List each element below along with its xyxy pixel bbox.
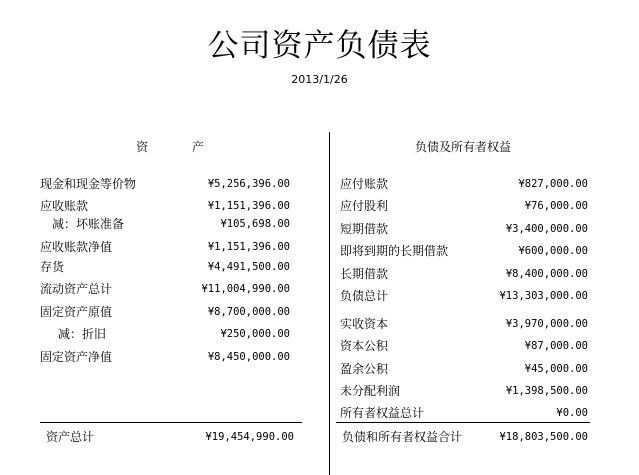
asset-label: 应收账款 — [40, 199, 89, 213]
column-divider — [329, 132, 330, 475]
assets-total-amount: ¥19,454,990.00 — [205, 431, 294, 443]
asset-amount: ¥1,151,396.00 — [207, 241, 290, 253]
assets-header: 资 产 — [136, 140, 224, 154]
liability-amount: ¥3,400,000.00 — [505, 223, 588, 235]
asset-label: 减：坏账准备 — [52, 217, 125, 231]
liability-amount: ¥827,000.00 — [518, 178, 588, 190]
liability-row — [340, 265, 588, 283]
assets-total-rule — [40, 422, 302, 423]
liabilities-total-amount: ¥18,803,500.00 — [499, 431, 588, 443]
liabilities-total-rule — [336, 422, 590, 423]
asset-amount: ¥11,004,990.00 — [201, 283, 290, 295]
liability-amount: ¥600,000.00 — [518, 245, 588, 257]
liability-row — [340, 315, 588, 333]
liability-amount: ¥45,000.00 — [524, 363, 588, 375]
liability-row — [340, 175, 588, 193]
liabilities-header: 负债及所有者权益 — [414, 140, 511, 154]
liability-amount: ¥0.00 — [556, 407, 588, 419]
asset-amount: ¥8,700,000.00 — [207, 306, 290, 318]
liabilities-total-row — [342, 428, 588, 446]
liability-label: 即将到期的长期借款 — [340, 244, 449, 258]
liability-label: 应付股利 — [340, 199, 389, 213]
asset-label: 存货 — [40, 260, 65, 274]
assets-total-label: 资产总计 — [46, 430, 95, 444]
asset-label: 流动资产总计 — [40, 282, 113, 296]
asset-label: 现金和现金等价物 — [40, 177, 137, 191]
liability-label: 所有者权益总计 — [340, 406, 425, 420]
liability-amount: ¥87,000.00 — [524, 340, 588, 352]
asset-row — [40, 348, 290, 366]
liability-row — [340, 287, 588, 305]
report-date: 2013/1/26 — [291, 73, 348, 86]
liability-amount: ¥1,398,500.00 — [505, 385, 588, 397]
liability-label: 短期借款 — [340, 222, 389, 236]
asset-row — [40, 280, 290, 298]
assets-total-row — [46, 428, 294, 446]
report-title: 公司资产负债表 — [207, 28, 432, 64]
asset-amount: ¥1,151,396.00 — [207, 200, 290, 212]
liability-label: 应付账款 — [340, 177, 389, 191]
liability-label: 负债总计 — [340, 289, 389, 303]
liability-amount: ¥8,400,000.00 — [505, 268, 588, 280]
asset-amount: ¥5,256,396.00 — [207, 178, 290, 190]
asset-label: 应收账款净值 — [40, 240, 113, 254]
liability-label: 长期借款 — [340, 267, 389, 281]
liability-label: 未分配利润 — [340, 384, 401, 398]
liability-row — [340, 360, 588, 378]
liability-row — [340, 382, 588, 400]
asset-row — [52, 215, 290, 233]
asset-label: 减：折旧 — [58, 327, 107, 341]
liability-amount: ¥13,303,000.00 — [499, 290, 588, 302]
asset-row — [40, 258, 290, 276]
asset-amount: ¥4,491,500.00 — [207, 261, 290, 273]
liability-amount: ¥3,970,000.00 — [505, 318, 588, 330]
liability-row — [340, 220, 588, 238]
asset-row — [40, 238, 290, 256]
liability-row — [340, 404, 588, 422]
asset-amount: ¥8,450,000.00 — [207, 351, 290, 363]
asset-label: 固定资产原值 — [40, 305, 113, 319]
asset-row — [58, 325, 290, 343]
liability-row — [340, 337, 588, 355]
liability-label: 盈余公积 — [340, 362, 389, 376]
liability-row — [340, 197, 588, 215]
liability-label: 资本公积 — [340, 339, 389, 353]
asset-row — [40, 303, 290, 321]
asset-amount: ¥105,698.00 — [220, 218, 290, 230]
liability-amount: ¥76,000.00 — [524, 200, 588, 212]
liability-label: 实收资本 — [340, 317, 389, 331]
asset-amount: ¥250,000.00 — [220, 328, 290, 340]
asset-row — [40, 175, 290, 193]
liabilities-total-label: 负债和所有者权益合计 — [342, 430, 463, 444]
asset-label: 固定资产净值 — [40, 350, 113, 364]
liability-row — [340, 242, 588, 260]
asset-row — [40, 197, 290, 215]
